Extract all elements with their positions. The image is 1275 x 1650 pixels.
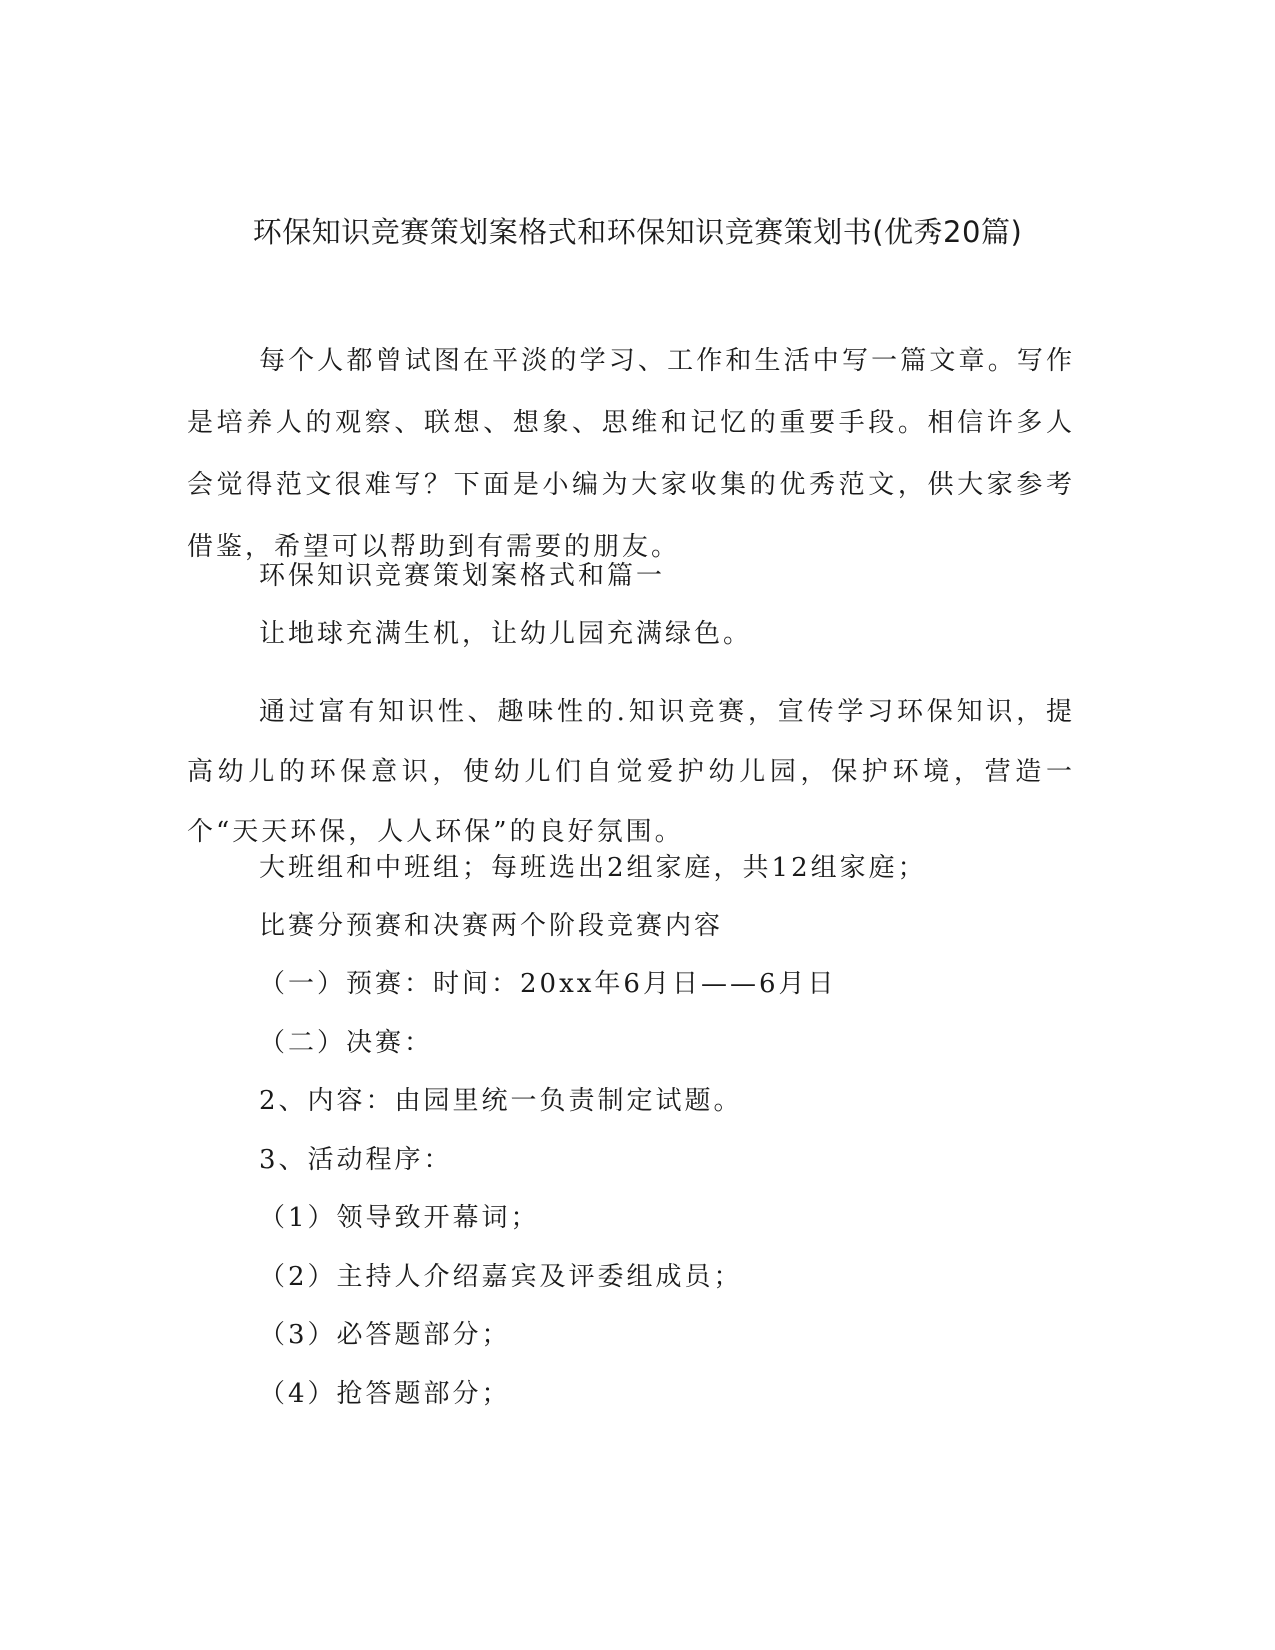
list-item: （3）必答题部分； bbox=[259, 1320, 511, 1350]
list-item: （4）抢答题部分； bbox=[259, 1379, 511, 1409]
participants-line: 大班组和中班组；每班选出2组家庭，共12组家庭； bbox=[259, 853, 927, 883]
list-item: （2）主持人介绍嘉宾及评委组成员； bbox=[259, 1262, 743, 1292]
content-line: 2、内容：由园里统一负责制定试题。 bbox=[259, 1086, 743, 1116]
final-line: （二）决赛： bbox=[259, 1028, 434, 1058]
list-item: （1）领导致开幕词； bbox=[259, 1203, 540, 1233]
objective-paragraph: 通过富有知识性、趣味性的.知识竞赛，宣传学习环保知识，提高幼儿的环保意识，使幼儿们自觉爱护幼儿园，保护环境，营造一个“天天环保，人人环保”的良好氛围。 bbox=[187, 697, 1075, 847]
document-title: 环保知识竞赛策划案格式和环保知识竞赛策划书(优秀20篇) bbox=[252, 215, 1023, 249]
stages-line: 比赛分预赛和决赛两个阶段竞赛内容 bbox=[259, 911, 724, 941]
section-heading: 环保知识竞赛策划案格式和篇一 bbox=[259, 561, 666, 591]
intro-paragraph: 每个人都曾试图在平淡的学习、工作和生活中写一篇文章。写作是培养人的观察、联想、想象、思维和记忆的重要手段。相信许多人会觉得范文很难写？下面是小编为大家收集的优秀范文，供大家参考借鉴，希望可以帮助到有需要的朋友。 bbox=[187, 346, 1075, 562]
prelim-line: （一）预赛：时间：20xx年6月日——6月日 bbox=[259, 969, 837, 999]
procedure-line: 3、活动程序： bbox=[259, 1145, 453, 1175]
theme-line: 让地球充满生机，让幼儿园充满绿色。 bbox=[259, 619, 753, 649]
